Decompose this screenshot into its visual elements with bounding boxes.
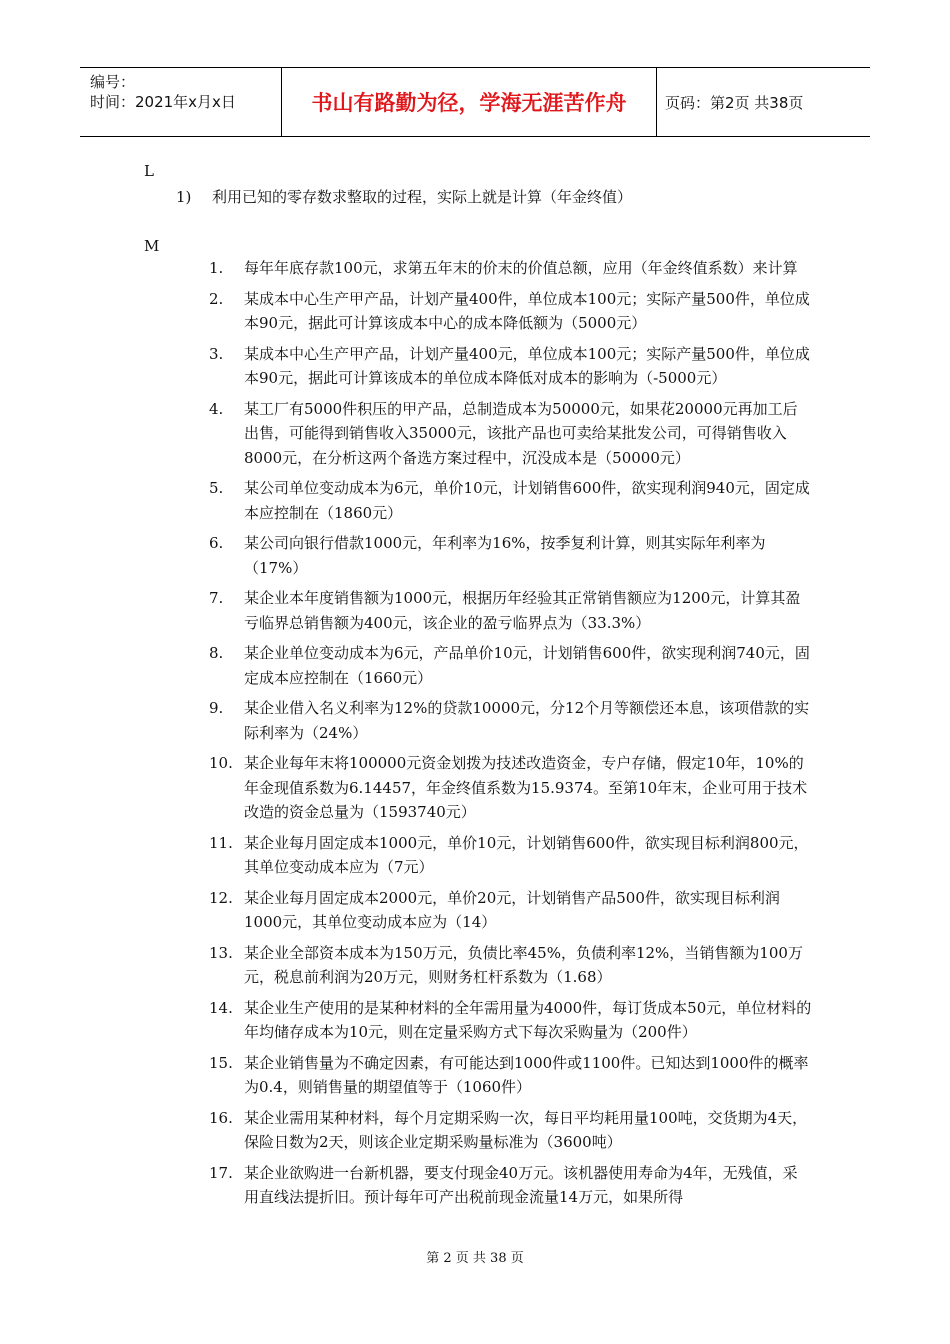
list-item bbox=[0, 397, 812, 471]
list-item-number: 14. bbox=[209, 998, 233, 1017]
list-item-text: 某工厂有5000件积压的甲产品，总制造成本为50000元，如果花20000元再加工后出售，可能得到销售收入35000元，该批产品也可卖给某批发公司，可得销售收入8000元，在分析这两个备选方案过程中，沉没成本是（50000元） bbox=[244, 399, 798, 467]
list-item bbox=[0, 1161, 812, 1210]
list-item-number: 4. bbox=[209, 399, 224, 418]
list-item-text: 某企业单位变动成本为6元，产品单价10元，计划销售600件，欲实现利润740元，固定成本应控制在（1660元） bbox=[244, 644, 810, 687]
list-item-text: 某企业每年末将100000元资金划拨为技述改造资金，专户存储，假定10年，10%的年金现值系数为6.14457，年金终值系数为15.9374。至第10年末，企业可用于技术改造的资金总量为（1593740元） bbox=[244, 754, 808, 821]
page-footer: 第 2 页 共 38 页 bbox=[426, 1251, 524, 1266]
list-item bbox=[0, 476, 812, 525]
list-item bbox=[0, 287, 812, 336]
list-item-text: 某企业每月固定成本2000元，单价20元，计划销售产品500件，欲实现目标利润1000元，其单位变动成本应为（14） bbox=[244, 888, 780, 931]
header-motto: 书山有路勤为径，学海无涯苦作舟 bbox=[282, 68, 657, 136]
list-item-text: 某公司单位变动成本为6元，单价10元，计划销售600件，欲实现利润940元，固定成本应控制在（1860元） bbox=[244, 479, 810, 522]
page-header bbox=[80, 67, 870, 137]
list-item-text: 某企业本年度销售额为1000元，根据历年经验其正常销售额应为1200元，计算其盈亏临界总销售额为400元，该企业的盈亏临界点为（33.3%） bbox=[244, 589, 801, 632]
list-item-number: 3. bbox=[209, 344, 224, 363]
section-l-item bbox=[176, 186, 856, 207]
question-list bbox=[0, 256, 812, 1216]
list-item-number: 13. bbox=[209, 943, 233, 962]
document-date-label: 时间：2021年x月x日 bbox=[90, 93, 236, 111]
header-meta bbox=[80, 68, 282, 136]
list-item-text: 某企业借入名义利率为12%的贷款10000元，分12个月等额偿还本息，该项借款的实际利率为（24%） bbox=[244, 699, 810, 742]
list-item bbox=[0, 751, 812, 825]
list-item-number: 17. bbox=[209, 1163, 233, 1182]
header-page-number: 页码：第2页 共38页 bbox=[665, 93, 804, 112]
list-item bbox=[0, 586, 812, 635]
list-item-text: 某企业生产使用的是某种材料的全年需用量为4000件，每订货成本50元，单位材料的年均储存成本为10元，则在定量采购方式下每次采购量为（200件） bbox=[244, 998, 812, 1041]
list-item bbox=[0, 831, 812, 880]
list-item bbox=[0, 1051, 812, 1100]
list-item-number: 9. bbox=[209, 699, 224, 717]
list-item-number: 2. bbox=[209, 289, 224, 308]
list-item-number: 6. bbox=[209, 534, 224, 552]
list-item-text: 某成本中心生产甲产品，计划产量400件，单位成本100元；实际产量500件，单位成本90元，据此可计算该成本中心的成本降低额为（5000元） bbox=[244, 289, 810, 332]
list-item bbox=[0, 886, 812, 935]
list-item-text: 某企业每月固定成本1000元，单价10元，计划销售600件，欲实现目标利润800元，其单位变动成本应为（7元） bbox=[244, 833, 809, 876]
list-item bbox=[0, 1106, 812, 1155]
list-item bbox=[0, 641, 812, 690]
list-item-text: 每年年底存款100元，求第五年末的价末的价值总额，应用（年金终值系数）来计算 bbox=[244, 259, 798, 277]
list-item bbox=[0, 696, 812, 745]
list-item-number: 8. bbox=[209, 644, 224, 662]
section-l-item-text: 利用已知的零存数求整取的过程，实际上就是计算（年金终值） bbox=[212, 188, 633, 206]
list-item bbox=[0, 342, 812, 391]
list-item bbox=[0, 531, 812, 580]
list-item-text: 某企业欲购进一台新机器，要支付现金40万元。该机器使用寿命为4年，无残值，采用直线法提折旧。预计每年可产出税前现金流量14万元，如果所得 bbox=[244, 1163, 798, 1206]
list-item bbox=[0, 256, 812, 281]
section-l-item-number: 1) bbox=[176, 188, 192, 206]
list-item-text: 某企业销售量为不确定因素，有可能达到1000件或1100件。已知达到1000件的概率为0.4，则销售量的期望值等于（1060件） bbox=[244, 1053, 809, 1096]
list-item-number: 5. bbox=[209, 479, 224, 497]
list-item-text: 某公司向银行借款1000元，年利率为16%，按季复利计算，则其实际年利率为（17%） bbox=[244, 534, 766, 577]
list-item-number: 7. bbox=[209, 589, 224, 607]
list-item-number: 10. bbox=[209, 754, 233, 772]
list-item-text: 某企业全部资本成本为150万元，负债比率45%，负债利率12%，当销售额为100万元，税息前利润为20万元，则财务杠杆系数为（1.68） bbox=[244, 943, 803, 986]
list-item-text: 某成本中心生产甲产品，计划产量400元，单位成本100元；实际产量500件，单位成本90元，据此可计算该成本的单位成本降低对成本的影响为（-5000元） bbox=[244, 344, 810, 387]
document-number-label: 编号： bbox=[90, 73, 136, 91]
list-item bbox=[0, 941, 812, 990]
section-letter-m: M bbox=[144, 237, 160, 255]
list-item-number: 15. bbox=[209, 1053, 233, 1072]
list-item-number: 11. bbox=[209, 833, 233, 852]
list-item bbox=[0, 996, 812, 1045]
section-letter-l: L bbox=[144, 162, 154, 180]
list-item-number: 16. bbox=[209, 1108, 233, 1127]
list-item-text: 某企业需用某种材料，每个月定期采购一次，每日平均耗用量100吨，交货期为4天，保险日数为2天，则该企业定期采购量标准为（3600吨） bbox=[244, 1108, 808, 1151]
list-item-number: 12. bbox=[209, 888, 233, 907]
list-item-number: 1. bbox=[209, 259, 224, 277]
